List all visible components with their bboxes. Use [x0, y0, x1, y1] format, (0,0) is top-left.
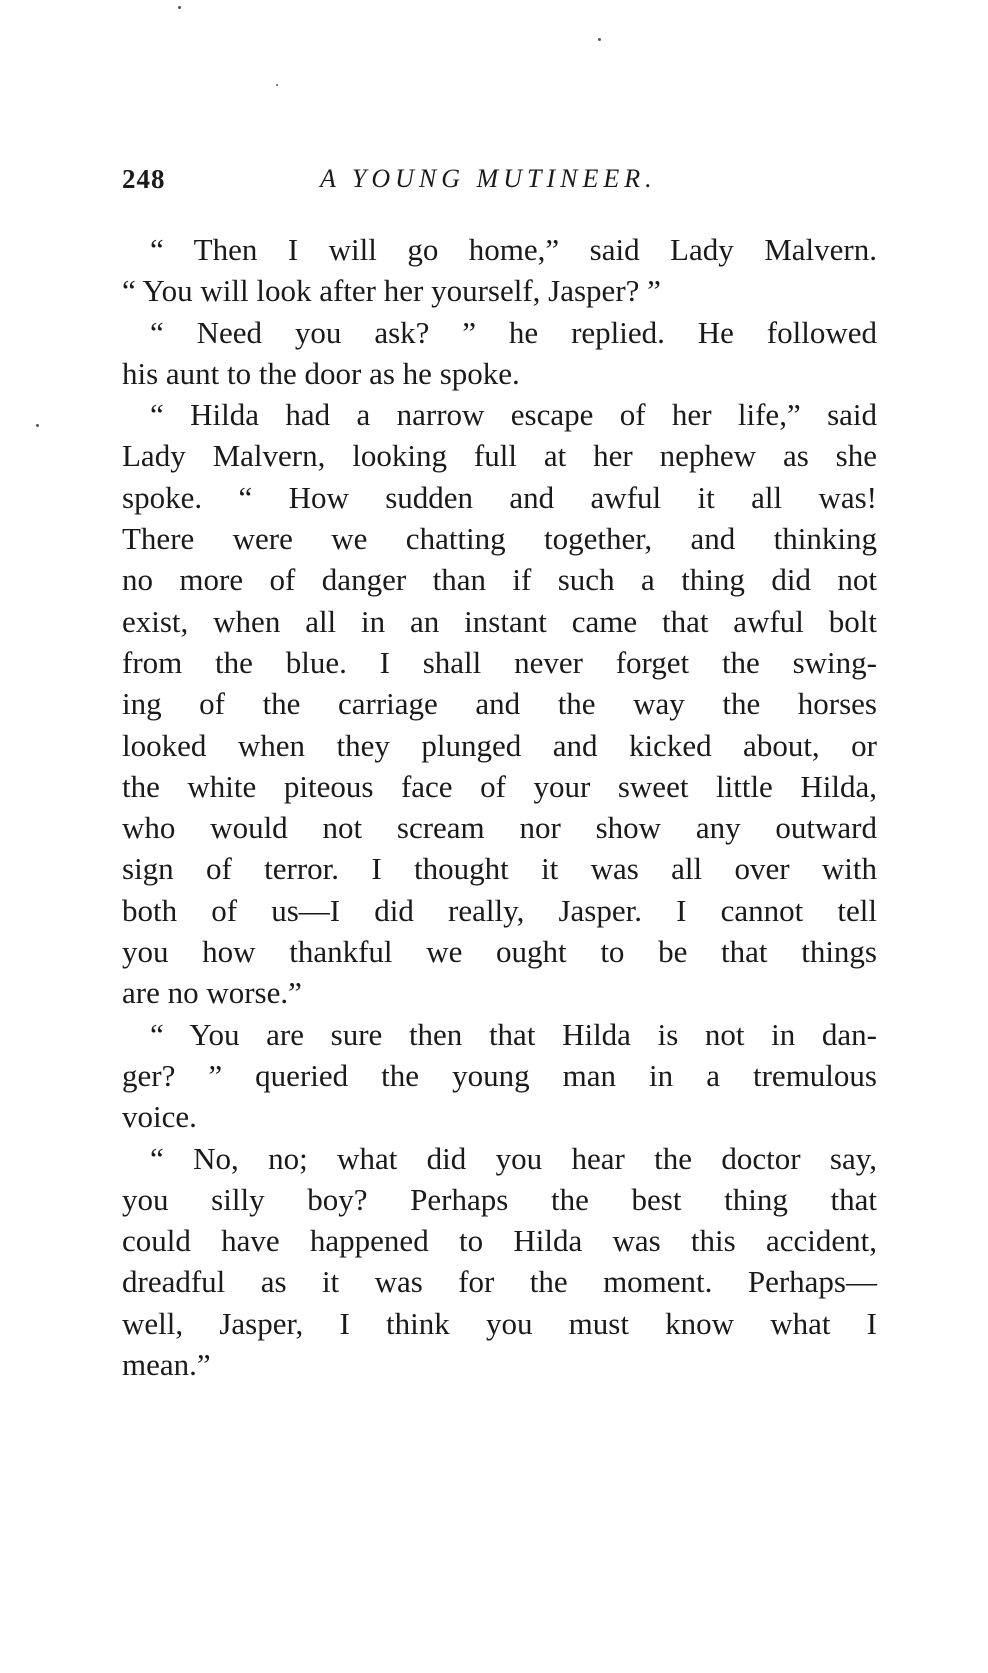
print-speck	[36, 424, 39, 427]
text-line: the white piteous face of your sweet little Hilda,	[122, 768, 877, 804]
print-speck	[178, 6, 181, 9]
text-line: ing of the carriage and the way the horses	[122, 686, 877, 722]
text-line: looked when they plunged and kicked about, or	[122, 727, 877, 763]
text-line: spoke. “ How sudden and awful it all was!	[122, 479, 877, 515]
text-line: “ No, no; what did you hear the doctor say,	[150, 1140, 877, 1176]
text-line: voice.	[122, 1099, 197, 1135]
text-line: his aunt to the door as he spoke.	[122, 355, 520, 391]
text-line: Lady Malvern, looking full at her nephew as she	[122, 438, 877, 474]
text-line: dreadful as it was for the moment. Perhaps—	[122, 1264, 877, 1300]
text-line: ger? ” queried the young man in a tremulous	[122, 1057, 877, 1093]
text-line: are no worse.”	[122, 975, 302, 1011]
text-line: you how thankful we ought to be that things	[122, 934, 877, 970]
text-line: “ Then I will go home,” said Lady Malvern.	[150, 232, 877, 267]
text-line: There were we chatting together, and thinking	[122, 521, 877, 557]
text-line: who would not scream nor show any outward	[122, 810, 877, 846]
text-line: “ Need you ask? ” he replied. He followed	[150, 314, 877, 350]
text-line: sign of terror. I thought it was all over with	[122, 851, 877, 887]
text-line: exist, when all in an instant came that awful bolt	[122, 603, 877, 639]
print-speck	[598, 38, 601, 41]
page-header	[122, 164, 877, 204]
body-text	[122, 229, 877, 1385]
running-title: A YOUNG MUTINEER.	[320, 164, 657, 193]
print-speck	[276, 84, 278, 86]
text-line: could have happened to Hilda was this accident,	[122, 1223, 877, 1259]
text-line: both of us—I did really, Jasper. I cannot tell	[122, 892, 877, 928]
page-number: 248	[122, 164, 166, 194]
text-line: mean.”	[122, 1347, 211, 1383]
text-line: no more of danger than if such a thing did not	[122, 562, 877, 598]
text-line: well, Jasper, I think you must know what I	[122, 1305, 877, 1341]
text-line: “ You are sure then that Hilda is not in dan-	[150, 1016, 877, 1052]
text-line: from the blue. I shall never forget the swing-	[122, 644, 877, 680]
text-line: “ Hilda had a narrow escape of her life,” said	[150, 397, 877, 433]
text-line: “ You will look after her yourself, Jasper? ”	[122, 273, 661, 309]
text-line: you silly boy? Perhaps the best thing that	[122, 1181, 877, 1217]
